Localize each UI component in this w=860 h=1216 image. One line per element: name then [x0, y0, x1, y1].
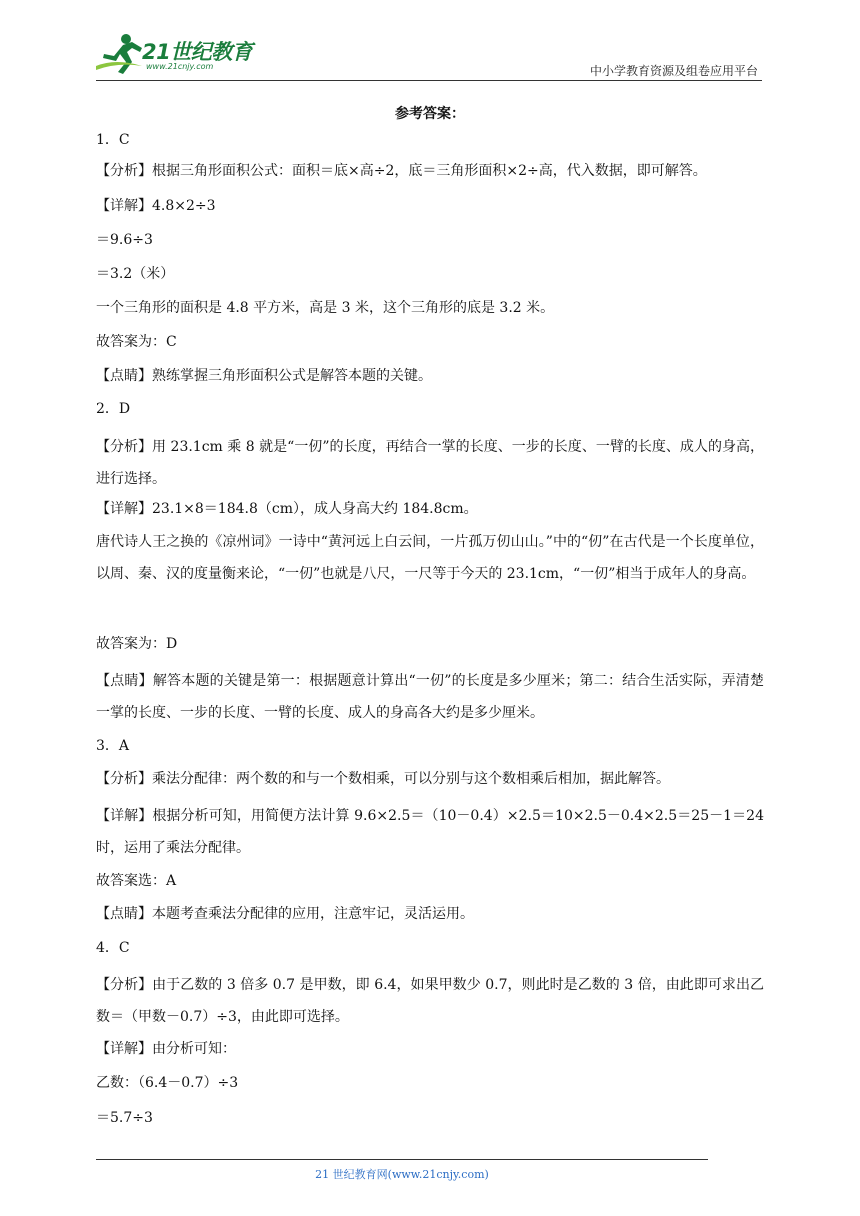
answer-2-heading: 2．D: [96, 401, 131, 417]
answer-1-choice: 故答案为：C: [96, 334, 177, 350]
answer-4-step: ＝5.7÷3: [96, 1110, 153, 1126]
answer-4-heading: 4．C: [96, 940, 130, 956]
header-divider: [96, 80, 762, 81]
answer-2-explanation: 唐代诗人王之换的《凉州词》一诗中“黄河远上白云间，一片孤万仞山山。”中的“仞”在古代是一个长度单位，以周、秦、汉的度量衡来论，“一仞”也就是八尺，一尺等于今天的 23.1cm，“一仞”相当于成年人的身高。: [96, 534, 764, 582]
answer-1-heading: 1．C: [96, 132, 130, 148]
answer-4-detail: 【详解】由分析可知：: [96, 1041, 236, 1057]
page-title: 参考答案：: [395, 106, 465, 122]
answer-3-analysis: 【分析】乘法分配律：两个数的和与一个数相乘，可以分别与这个数相乘后相加，据此解答。: [96, 771, 670, 787]
runner-logo-icon: [96, 32, 144, 76]
answer-3-comment: 【点睛】本题考查乘法分配律的应用，注意牢记，灵活运用。: [96, 906, 474, 922]
answer-1-analysis: 【分析】根据三角形面积公式：面积＝底×高÷2，底＝三角形面积×2÷高，代入数据，即可解答。: [96, 163, 707, 179]
answer-1-step: ＝9.6÷3: [96, 232, 153, 248]
answer-4-step: 乙数：（6.4－0.7）÷3: [96, 1075, 239, 1091]
answer-3-choice: 故答案选：A: [96, 873, 177, 889]
footer-link[interactable]: 21 世纪教育网(www.21cnjy.com): [315, 1168, 489, 1181]
answer-2-analysis: 【分析】用 23.1cm 乘 8 就是“一仞”的长度，再结合一掌的长度、一步的长度、一臂的长度、成人的身高，进行选择。: [96, 439, 764, 487]
logo-text: 21世纪教育: [142, 40, 253, 64]
answer-3-detail: 【详解】根据分析可知，用简便方法计算 9.6×2.5＝（10－0.4）×2.5＝10×2.5－0.4×2.5＝25－1＝24 时，运用了乘法分配律。: [96, 808, 764, 856]
logo: [96, 30, 266, 78]
answer-1-detail: 【详解】4.8×2÷3: [96, 198, 216, 214]
logo-url: www.21cnjy.com: [146, 62, 214, 71]
answer-3-heading: 3．A: [96, 738, 130, 754]
answer-4-analysis: 【分析】由于乙数的 3 倍多 0.7 是甲数，即 6.4，如果甲数少 0.7，则此时是乙数的 3 倍，由此即可求出乙数＝（甲数－0.7）÷3，由此即可选择。: [96, 977, 764, 1025]
answer-2-comment: 【点睛】解答本题的关键是第一：根据题意计算出“一仞”的长度是多少厘米；第二：结合生活实际，弄清楚一掌的长度、一步的长度、一臂的长度、成人的身高各大约是多少厘米。: [96, 673, 764, 721]
answer-2-detail: 【详解】23.1×8＝184.8（cm），成人身高大约 184.8cm。: [96, 501, 478, 517]
page-header: [96, 30, 762, 80]
answer-1-step: ＝3.2（米）: [96, 266, 175, 282]
platform-name: 中小学教育资源及组卷应用平台: [589, 64, 758, 78]
answer-1-comment: 【点睛】熟练掌握三角形面积公式是解答本题的关键。: [96, 368, 432, 384]
footer-divider: [96, 1159, 708, 1160]
answer-1-conclusion: 一个三角形的面积是 4.8 平方米，高是 3 米，这个三角形的底是 3.2 米。: [96, 300, 555, 316]
answer-2-choice: 故答案为：D: [96, 636, 178, 652]
